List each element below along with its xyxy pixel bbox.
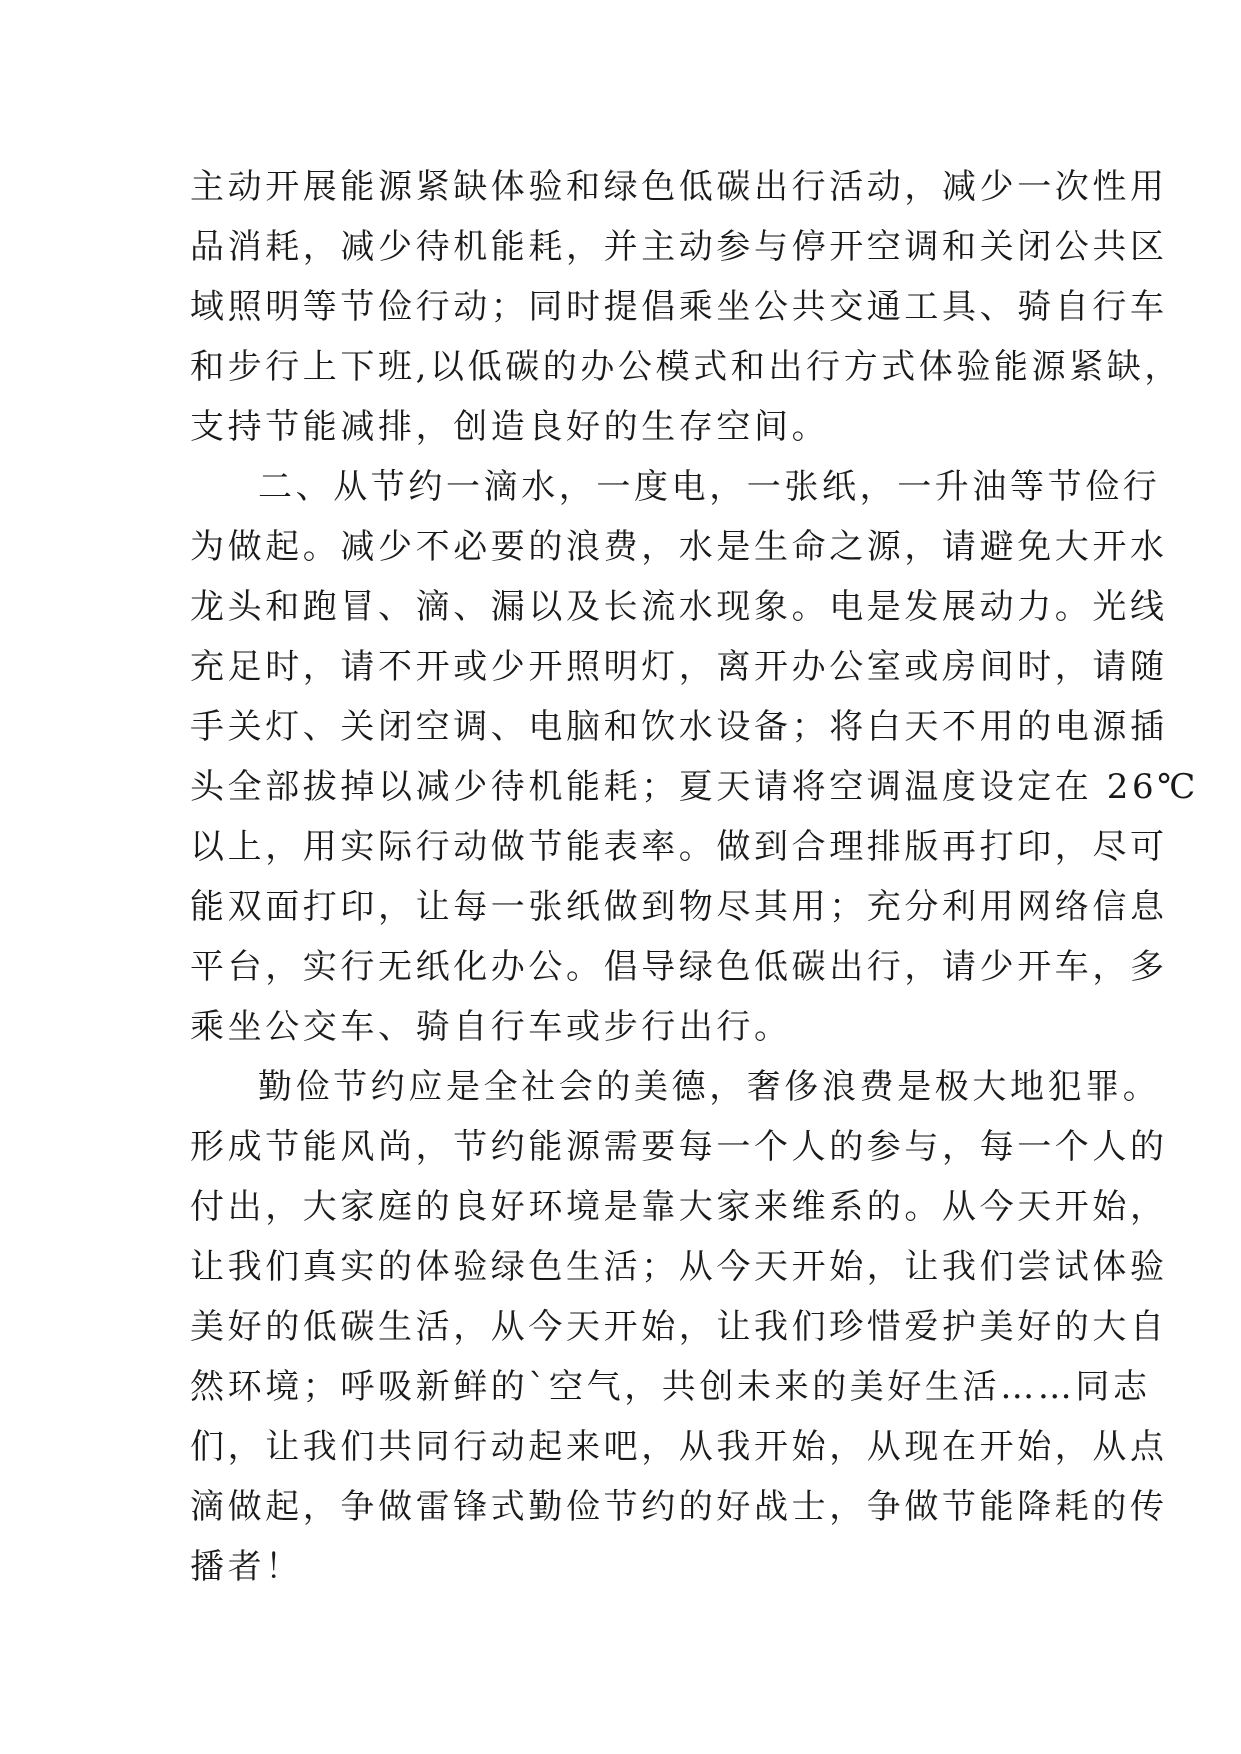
text-line: 域照明等节俭行动；同时提倡乘坐公共交通工具、骑自行车 [190,287,1168,327]
paragraph-2 [190,457,1199,1057]
paragraph-3 [190,1057,1168,1597]
text-line: 和步行上下班,以低碳的办公模式和出行方式体验能源紧缺， [190,347,1183,387]
text-line: 们，让我们共同行动起来吧，从我开始，从现在开始，从点 [190,1427,1168,1467]
text-line: 形成节能风尚，节约能源需要每一个人的参与，每一个人的 [190,1127,1168,1167]
text-line: 手关灯、关闭空调、电脑和饮水设备；将白天不用的电源插 [190,707,1168,747]
text-line: 美好的低碳生活，从今天开始，让我们珍惜爱护美好的大自 [190,1307,1168,1347]
text-line: 龙头和跑冒、滴、漏以及长流水现象。电是发展动力。光线 [190,587,1168,627]
text-line: 以上，用实际行动做节能表率。做到合理排版再打印，尽可 [190,827,1168,867]
text-line: 头全部拔掉以减少待机能耗；夏天请将空调温度设定在 26℃ [190,767,1199,807]
text-line: 主动开展能源紧缺体验和绿色低碳出行活动，减少一次性用 [190,167,1168,207]
text-line: 让我们真实的体验绿色生活；从今天开始，让我们尝试体验 [190,1247,1168,1287]
text-line: 乘坐公交车、骑自行车或步行出行。 [190,1007,792,1047]
text-line: 二、从节约一滴水，一度电，一张纸，一升油等节俭行 [258,467,1161,507]
text-line: 充足时，请不开或少开照明灯，离开办公室或房间时，请随 [190,647,1168,687]
text-line: 支持节能减排，创造良好的生存空间。 [190,407,830,447]
text-line: 能双面打印，让每一张纸做到物尽其用；充分利用网络信息 [190,887,1168,927]
text-line: 平台，实行无纸化办公。倡导绿色低碳出行，请少开车，多 [190,947,1168,987]
text-line: 播者！ [190,1547,303,1587]
text-line: 付出，大家庭的良好环境是靠大家来维系的。从今天开始， [190,1187,1168,1227]
text-line: 滴做起，争做雷锋式勤俭节约的好战士，争做节能降耗的传 [190,1487,1168,1527]
text-line: 为做起。减少不必要的浪费，水是生命之源，请避免大开水 [190,527,1168,567]
text-line: 品消耗，减少待机能耗，并主动参与停开空调和关闭公共区 [190,227,1168,267]
text-line: 勤俭节约应是全社会的美德，奢侈浪费是极大地犯罪。 [258,1067,1161,1107]
document-body [190,157,1199,1597]
text-line: 然环境；呼吸新鲜的`空气，共创未来的美好生活……同志 [190,1367,1151,1407]
paragraph-1 [190,157,1183,457]
